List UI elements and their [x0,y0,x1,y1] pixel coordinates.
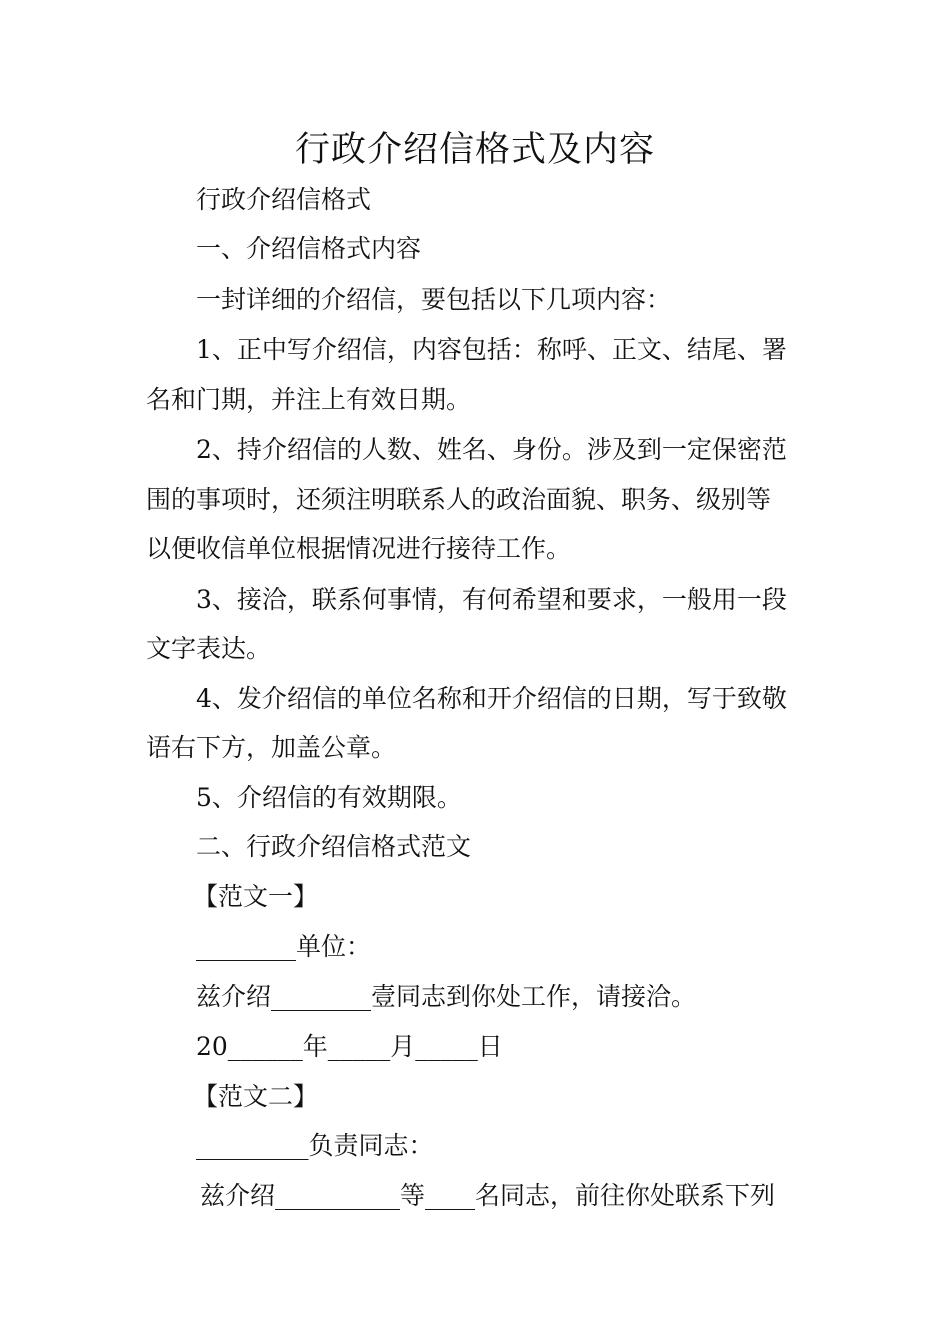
sample-2-body-line: 兹介绍__________等____名同志，前往你处联系下列 [200,1181,776,1210]
list-item-1-line-1: 1、正中写介绍信，内容包括：称呼、正文、结尾、署 [196,335,787,364]
list-item-1-line-2: 名和门期，并注上有效日期。 [146,385,472,414]
sample-1-recipient-line: ________单位： [196,932,372,961]
subsection-heading: 一、介绍信格式内容 [196,234,422,263]
subsection-heading-2: 二、行政介绍信格式范文 [196,832,472,861]
list-item-4-line-1: 4、发介绍信的单位名称和开介绍信的日期，写于致敬 [196,684,787,713]
list-item-2-line-2: 围的事项时，还须注明联系人的政治面貌、职务、级别等 [146,485,772,514]
list-item-2-line-1: 2、持介绍信的人数、姓名、身份。涉及到一定保密范 [196,435,787,464]
sample-2-heading: 【范文二】 [193,1082,319,1111]
list-item-3-line-1: 3、接洽，联系何事情，有何希望和要求，一般用一段 [196,585,787,614]
section-heading: 行政介绍信格式 [196,185,372,214]
sample-1-body-line: 兹介绍________壹同志到你处工作，请接洽。 [196,982,697,1011]
paragraph-text: 一封详细的介绍信，要包括以下几项内容： [196,285,672,314]
list-item-2-line-3: 以便收信单位根据情况进行接待工作。 [146,534,572,563]
list-item-5: 5、介绍信的有效期限。 [196,783,462,812]
list-item-3-line-2: 文字表达。 [146,634,272,663]
sample-2-recipient-line: _________负责同志： [196,1131,434,1160]
sample-1-date-line: 20______年_____月_____日 [196,1032,503,1061]
document-title: 行政介绍信格式及内容 [294,130,655,170]
sample-1-heading: 【范文一】 [193,882,319,911]
list-item-4-line-2: 语右下方，加盖公章。 [146,733,397,762]
